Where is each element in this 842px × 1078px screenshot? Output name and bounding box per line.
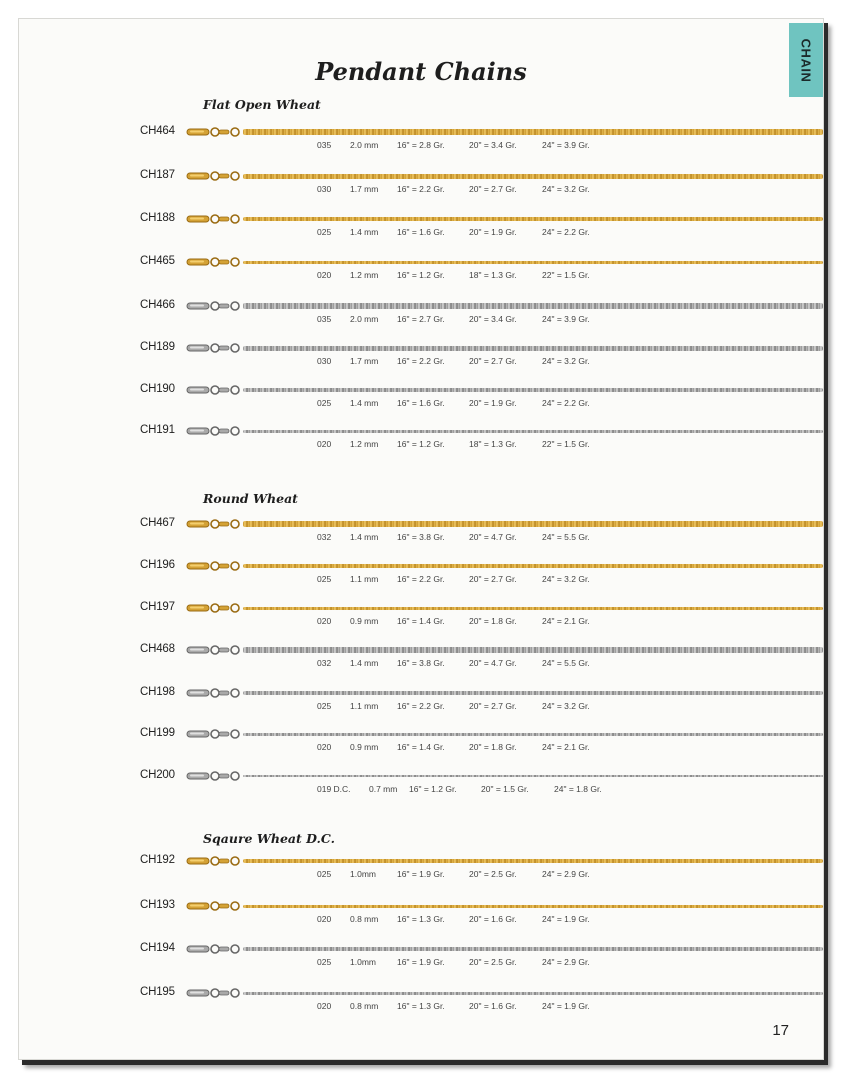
chain-row xyxy=(19,125,823,159)
clasp-icon xyxy=(185,601,247,615)
spec-value: 025 xyxy=(317,574,332,584)
chain-code: CH197 xyxy=(140,601,175,613)
spec-value: 020 xyxy=(317,616,332,626)
chain-image xyxy=(243,303,823,309)
spec-value: 16" = 2.2 Gr. xyxy=(397,356,445,366)
chain-code: CH188 xyxy=(140,212,175,224)
spec-value: 1.1 mm xyxy=(350,701,379,711)
spec-value: 16" = 1.4 Gr. xyxy=(397,616,445,626)
spec-value: 24" = 2.1 Gr. xyxy=(542,616,590,626)
chain-code: CH194 xyxy=(140,942,175,954)
spec-value: 035 xyxy=(317,314,332,324)
page-number: 17 xyxy=(772,1022,789,1039)
spec-value: 1.2 mm xyxy=(350,439,379,449)
spec-value: 24" = 2.2 Gr. xyxy=(542,398,590,408)
spec-value: 20" = 3.4 Gr. xyxy=(469,140,517,150)
spec-value: 16" = 2.8 Gr. xyxy=(397,140,445,150)
chain-image xyxy=(243,430,823,433)
clasp-icon xyxy=(185,727,247,741)
spec-value: 22" = 1.5 Gr. xyxy=(542,270,590,280)
spec-value: 24" = 3.9 Gr. xyxy=(542,140,590,150)
spec-value: 20" = 1.8 Gr. xyxy=(469,616,517,626)
spec-value: 1.2 mm xyxy=(350,270,379,280)
spec-value: 16" = 2.2 Gr. xyxy=(397,574,445,584)
chain-row xyxy=(19,643,823,677)
chain-image xyxy=(243,947,823,951)
spec-value: 22" = 1.5 Gr. xyxy=(542,439,590,449)
chain-code: CH196 xyxy=(140,559,175,571)
chain-code: CH468 xyxy=(140,643,175,655)
spec-value: 16" = 1.2 Gr. xyxy=(409,784,457,794)
spec-value: 24" = 3.2 Gr. xyxy=(542,574,590,584)
spec-value: 18" = 1.3 Gr. xyxy=(469,270,517,280)
chain-image xyxy=(243,129,823,135)
spec-value: 20" = 2.7 Gr. xyxy=(469,574,517,584)
spec-value: 2.0 mm xyxy=(350,140,379,150)
spec-value: 20" = 1.8 Gr. xyxy=(469,742,517,752)
clasp-icon xyxy=(185,769,247,783)
chain-row xyxy=(19,169,823,203)
chain-image xyxy=(243,859,823,863)
clasp-icon xyxy=(185,559,247,573)
clasp-icon xyxy=(185,686,247,700)
chain-code: CH190 xyxy=(140,383,175,395)
spec-value: 1.1 mm xyxy=(350,574,379,584)
spec-value: 16" = 1.4 Gr. xyxy=(397,742,445,752)
chain-row xyxy=(19,383,823,417)
chain-row xyxy=(19,769,823,803)
spec-value: 20" = 1.9 Gr. xyxy=(469,398,517,408)
spec-value: 020 xyxy=(317,742,332,752)
clasp-icon xyxy=(185,643,247,657)
clasp-icon xyxy=(185,255,247,269)
spec-value: 20" = 2.7 Gr. xyxy=(469,184,517,194)
spec-value: 16" = 3.8 Gr. xyxy=(397,658,445,668)
spec-value: 20" = 1.9 Gr. xyxy=(469,227,517,237)
spec-value: 20" = 2.5 Gr. xyxy=(469,957,517,967)
chain-image xyxy=(243,691,823,695)
spec-value: 025 xyxy=(317,398,332,408)
spec-value: 20" = 2.5 Gr. xyxy=(469,869,517,879)
chain-row xyxy=(19,986,823,1020)
clasp-icon xyxy=(185,517,247,531)
spec-value: 025 xyxy=(317,957,332,967)
section-title: Sqaure Wheat D.C. xyxy=(203,831,335,846)
chain-image xyxy=(243,564,823,568)
chain-row xyxy=(19,559,823,593)
spec-value: 16" = 2.2 Gr. xyxy=(397,184,445,194)
spec-value: 16" = 2.2 Gr. xyxy=(397,701,445,711)
catalog-page xyxy=(18,18,824,1060)
clasp-icon xyxy=(185,299,247,313)
spec-value: 019 D.C. xyxy=(317,784,351,794)
spec-value: 24" = 3.2 Gr. xyxy=(542,701,590,711)
spec-value: 025 xyxy=(317,869,332,879)
spec-value: 16" = 1.2 Gr. xyxy=(397,439,445,449)
spec-value: 20" = 4.7 Gr. xyxy=(469,532,517,542)
spec-value: 1.4 mm xyxy=(350,227,379,237)
spec-value: 0.8 mm xyxy=(350,914,379,924)
spec-value: 16" = 3.8 Gr. xyxy=(397,532,445,542)
spec-value: 16" = 2.7 Gr. xyxy=(397,314,445,324)
spec-value: 20" = 1.6 Gr. xyxy=(469,914,517,924)
spec-value: 20" = 3.4 Gr. xyxy=(469,314,517,324)
chain-code: CH464 xyxy=(140,125,175,137)
chain-row xyxy=(19,212,823,246)
chain-row xyxy=(19,727,823,761)
spec-value: 24" = 3.9 Gr. xyxy=(542,314,590,324)
spec-value: 1.4 mm xyxy=(350,398,379,408)
spec-value: 16" = 1.2 Gr. xyxy=(397,270,445,280)
spec-value: 030 xyxy=(317,184,332,194)
spec-value: 20" = 1.6 Gr. xyxy=(469,1001,517,1011)
chain-image xyxy=(243,521,823,527)
clasp-icon xyxy=(185,383,247,397)
spec-value: 24" = 1.9 Gr. xyxy=(542,1001,590,1011)
chain-code: CH465 xyxy=(140,255,175,267)
chain-row xyxy=(19,601,823,635)
clasp-icon xyxy=(185,899,247,913)
chain-row xyxy=(19,686,823,720)
spec-value: 032 xyxy=(317,658,332,668)
chain-image xyxy=(243,346,823,351)
chain-image xyxy=(243,261,823,264)
spec-value: 16" = 1.6 Gr. xyxy=(397,398,445,408)
spec-value: 2.0 mm xyxy=(350,314,379,324)
spec-value: 020 xyxy=(317,914,332,924)
chain-code: CH200 xyxy=(140,769,175,781)
chain-code: CH189 xyxy=(140,341,175,353)
page-title: Pendant Chains xyxy=(315,57,527,86)
tab-label: CHAIN xyxy=(798,38,814,82)
spec-value: 020 xyxy=(317,1001,332,1011)
chain-image xyxy=(243,607,823,610)
spec-value: 24" = 5.5 Gr. xyxy=(542,658,590,668)
clasp-icon xyxy=(185,942,247,956)
spec-value: 035 xyxy=(317,140,332,150)
spec-value: 020 xyxy=(317,439,332,449)
spec-value: 1.7 mm xyxy=(350,184,379,194)
chain-code: CH187 xyxy=(140,169,175,181)
chain-code: CH199 xyxy=(140,727,175,739)
spec-value: 0.7 mm xyxy=(369,784,398,794)
spec-value: 24" = 2.9 Gr. xyxy=(542,957,590,967)
chain-row xyxy=(19,899,823,933)
chain-code: CH191 xyxy=(140,424,175,436)
chain-image xyxy=(243,733,823,736)
chain-image xyxy=(243,775,823,777)
spec-value: 0.9 mm xyxy=(350,742,379,752)
spec-value: 025 xyxy=(317,701,332,711)
chain-code: CH192 xyxy=(140,854,175,866)
spec-value: 18" = 1.3 Gr. xyxy=(469,439,517,449)
spec-value: 20" = 2.7 Gr. xyxy=(469,356,517,366)
spec-value: 1.0mm xyxy=(350,957,376,967)
chain-image xyxy=(243,217,823,221)
spec-value: 24" = 2.1 Gr. xyxy=(542,742,590,752)
spec-value: 16" = 1.9 Gr. xyxy=(397,957,445,967)
spec-value: 24" = 3.2 Gr. xyxy=(542,184,590,194)
spec-value: 0.8 mm xyxy=(350,1001,379,1011)
spec-value: 020 xyxy=(317,270,332,280)
chain-code: CH193 xyxy=(140,899,175,911)
spec-value: 032 xyxy=(317,532,332,542)
spec-value: 16" = 1.3 Gr. xyxy=(397,1001,445,1011)
spec-value: 24" = 5.5 Gr. xyxy=(542,532,590,542)
spec-value: 24" = 2.9 Gr. xyxy=(542,869,590,879)
chain-image xyxy=(243,388,823,392)
chain-code: CH198 xyxy=(140,686,175,698)
chain-row xyxy=(19,854,823,888)
chain-row xyxy=(19,341,823,375)
chain-row xyxy=(19,255,823,289)
spec-value: 24" = 1.8 Gr. xyxy=(554,784,602,794)
clasp-icon xyxy=(185,424,247,438)
spec-value: 030 xyxy=(317,356,332,366)
spec-value: 1.0mm xyxy=(350,869,376,879)
chain-code: CH467 xyxy=(140,517,175,529)
clasp-icon xyxy=(185,212,247,226)
chain-row xyxy=(19,424,823,458)
spec-value: 1.7 mm xyxy=(350,356,379,366)
clasp-icon xyxy=(185,125,247,139)
clasp-icon xyxy=(185,169,247,183)
spec-value: 20" = 4.7 Gr. xyxy=(469,658,517,668)
chain-row xyxy=(19,517,823,551)
spec-value: 16" = 1.6 Gr. xyxy=(397,227,445,237)
spec-value: 20" = 2.7 Gr. xyxy=(469,701,517,711)
chain-image xyxy=(243,905,823,908)
section-title: Round Wheat xyxy=(203,491,298,506)
clasp-icon xyxy=(185,986,247,1000)
chain-image xyxy=(243,992,823,995)
spec-value: 24" = 3.2 Gr. xyxy=(542,356,590,366)
chain-image xyxy=(243,174,823,179)
chain-row xyxy=(19,299,823,333)
spec-value: 24" = 1.9 Gr. xyxy=(542,914,590,924)
spec-value: 025 xyxy=(317,227,332,237)
clasp-icon xyxy=(185,341,247,355)
section-title: Flat Open Wheat xyxy=(203,97,321,112)
chain-code: CH195 xyxy=(140,986,175,998)
spec-value: 16" = 1.9 Gr. xyxy=(397,869,445,879)
spec-value: 16" = 1.3 Gr. xyxy=(397,914,445,924)
spec-value: 20" = 1.5 Gr. xyxy=(481,784,529,794)
chain-image xyxy=(243,647,823,653)
chain-row xyxy=(19,942,823,976)
spec-value: 0.9 mm xyxy=(350,616,379,626)
spec-value: 24" = 2.2 Gr. xyxy=(542,227,590,237)
chain-code: CH466 xyxy=(140,299,175,311)
spec-value: 1.4 mm xyxy=(350,658,379,668)
spec-value: 1.4 mm xyxy=(350,532,379,542)
clasp-icon xyxy=(185,854,247,868)
